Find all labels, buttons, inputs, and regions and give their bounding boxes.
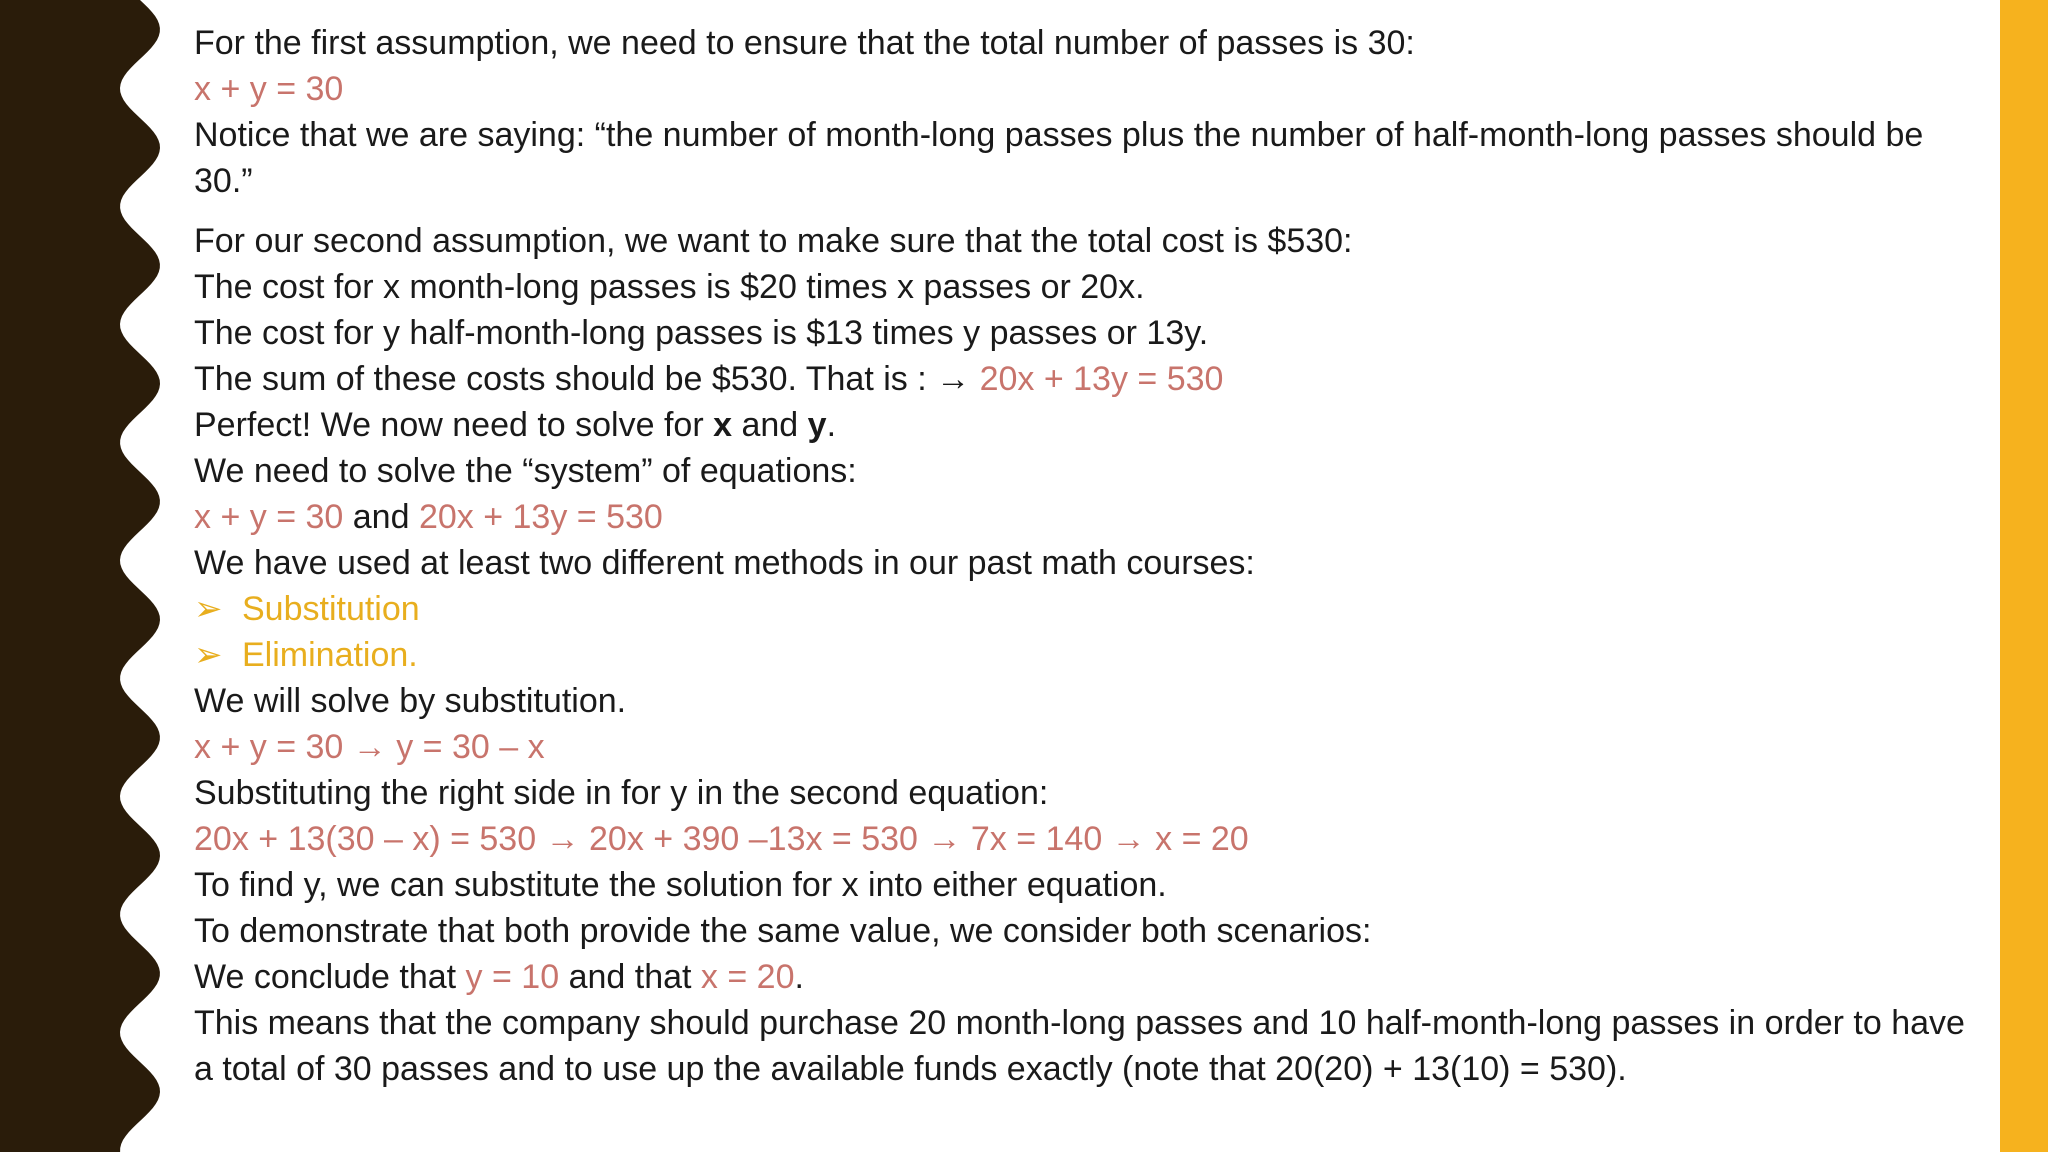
text-span: and (732, 406, 808, 444)
text-line: We need to solve the “system” of equations: (194, 452, 857, 490)
text-span: Perfect! We now need to solve for (194, 406, 714, 444)
text-span: The sum of these costs should be $530. That is : → (194, 360, 980, 398)
text-line (194, 356, 1974, 402)
text-line: To demonstrate that both provide the same value, we consider both scenarios: (194, 912, 1372, 950)
text-span: and (343, 498, 419, 536)
equation: x = 20 (700, 958, 795, 996)
bullet-item (194, 632, 1974, 678)
text-line: The cost for x month-long passes is $20 times x passes or 20x. (194, 268, 1145, 306)
equation: 20x + 13y = 530 (418, 498, 663, 536)
equation: x + y = 30 → y = 30 – x (194, 728, 545, 766)
bullet-item (194, 586, 1974, 632)
text-line: Substituting the right side in for y in the second equation: (194, 774, 1049, 812)
text-span: . (794, 958, 804, 996)
text-line: We will solve by substitution. (194, 682, 627, 720)
text-line (194, 402, 1974, 448)
slide-body (194, 20, 1974, 1092)
text-line: This means that the company should purchase 20 month-long passes and 10 half-month-long passes in order to have a total of 30 passes and to use up the available funds exactly (note that 20(20) + 13(10) = 530). (194, 1004, 1965, 1088)
text-line: For the first assumption, we need to ensure that the total number of passes is 30: (194, 24, 1415, 62)
text-line: We have used at least two different methods in our past math courses: (194, 544, 1255, 582)
variable-x: x (713, 406, 733, 444)
text-span: . (826, 406, 837, 444)
text-line: For our second assumption, we want to make sure that the total cost is $530: (194, 222, 1353, 260)
text-line: Notice that we are saying: “the number of month-long passes plus the number of half-month-long passes should be 30.” (194, 116, 1924, 200)
equation: 20x + 13(30 – x) = 530 → 20x + 390 –13x = 530 → 7x = 140 → x = 20 (194, 820, 1249, 858)
text-line (194, 494, 1974, 540)
equation: x + y = 30 (194, 70, 344, 108)
equation: 20x + 13y = 530 (979, 360, 1224, 398)
equation: x + y = 30 (194, 498, 344, 536)
equation: y = 10 (465, 958, 560, 996)
bullet-label: Elimination. (242, 636, 418, 674)
arrow-bullet-icon: ➢ (194, 636, 223, 674)
text-span: We conclude that (194, 958, 466, 996)
text-line (194, 954, 1974, 1000)
wavy-left-border (0, 0, 180, 1152)
arrow-bullet-icon: ➢ (194, 590, 223, 628)
text-line: The cost for y half-month-long passes is $13 times y passes or 13y. (194, 314, 1209, 352)
accent-bar (2000, 0, 2048, 1152)
variable-y: y (807, 406, 827, 444)
bullet-label: Substitution (242, 590, 420, 628)
text-line: To find y, we can substitute the solution for x into either equation. (194, 866, 1167, 904)
text-span: and that (559, 958, 701, 996)
